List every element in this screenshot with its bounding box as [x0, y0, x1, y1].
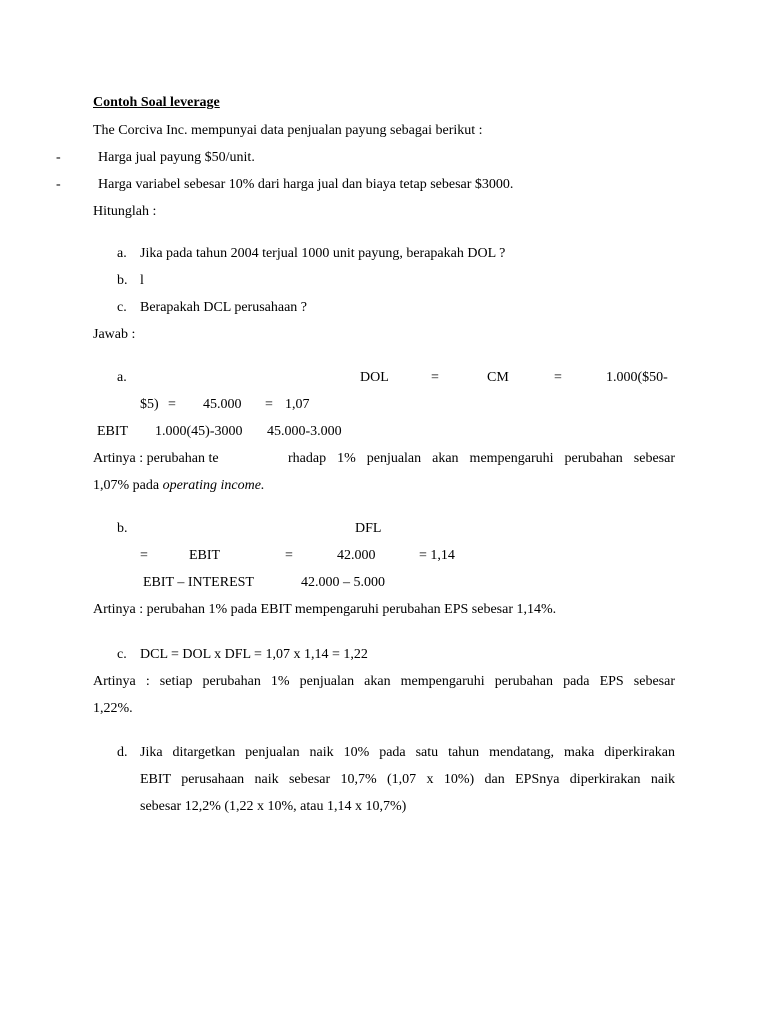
explanation-text: Artinya : setiap perubahan 1% penjualan akan mempengaruhi perubahan pada EPS sebesar — [93, 674, 675, 689]
dol-label: DOL — [360, 370, 389, 385]
answer-a-marker: a. — [117, 370, 127, 385]
equals-sign: = — [140, 548, 148, 563]
formula-value: 45.000 — [203, 397, 242, 412]
intro-text: The Corciva Inc. mempunyai data penjualan payung sebagai berikut : — [93, 123, 483, 138]
bullet-item: Harga variabel sebesar 10% dari harga jual dan biaya tetap sebesar $3000. — [98, 177, 514, 192]
cm-label: CM — [487, 370, 509, 385]
equals-sign: = — [431, 370, 439, 385]
equals-sign: = — [554, 370, 562, 385]
dol-result: 1,07 — [285, 397, 310, 412]
explanation-text: Artinya : perubahan te — [93, 451, 219, 466]
formula-value: 42.000 — [337, 548, 376, 563]
question-item: Jika pada tahun 2004 terjual 1000 unit payung, berapakah DOL ? — [140, 246, 506, 261]
question-item: l — [140, 273, 144, 288]
equals-sign: = — [168, 397, 176, 412]
formula-fragment: $5) — [140, 397, 159, 412]
equals-sign: = — [265, 397, 273, 412]
ebit-label: EBIT — [97, 424, 129, 439]
bullet-marker: - — [56, 177, 61, 192]
formula-denominator: 45.000-3.000 — [267, 424, 342, 439]
ebit-label: EBIT — [189, 548, 221, 563]
answer-d-marker: d. — [117, 745, 128, 760]
page-title: Contoh Soal leverage — [93, 95, 220, 110]
explanation-text: Artinya : perubahan 1% pada EBIT mempengaruhi perubahan EPS sebesar 1,14%. — [93, 602, 557, 617]
question-item: Berapakah DCL perusahaan ? — [140, 300, 308, 315]
answer-heading: Jawab : — [93, 327, 136, 342]
explanation-text: 1,22%. — [93, 701, 133, 716]
instruction-text: Hitunglah : — [93, 204, 157, 219]
explanation-text: 1,07% pada operating income. — [93, 478, 265, 493]
explanation-text: rhadap 1% penjualan akan mempengaruhi perubahan sebesar — [288, 451, 675, 466]
formula-denominator: EBIT – INTEREST — [143, 575, 254, 590]
answer-d-text: Jika ditargetkan penjualan naik 10% pada satu tahun mendatang, maka diperkirakan — [140, 745, 675, 760]
question-marker: a. — [117, 246, 127, 261]
answer-c-marker: c. — [117, 647, 127, 662]
formula-denominator: 1.000(45)-3000 — [155, 424, 243, 439]
answer-d-text: sebesar 12,2% (1,22 x 10%, atau 1,14 x 10,7%) — [140, 799, 407, 814]
answer-d-text: EBIT perusahaan naik sebesar 10,7% (1,07 x 10%) dan EPSnya diperkirakan naik — [140, 772, 675, 787]
equals-sign: = — [285, 548, 293, 563]
answer-b-marker: b. — [117, 521, 128, 536]
dfl-label: DFL — [355, 521, 382, 536]
dfl-result: = 1,14 — [419, 548, 455, 563]
dcl-formula: DCL = DOL x DFL = 1,07 x 1,14 = 1,22 — [140, 647, 368, 662]
formula-denominator: 42.000 – 5.000 — [301, 575, 385, 590]
question-marker: c. — [117, 300, 127, 315]
formula-fragment: 1.000($50- — [606, 370, 668, 385]
bullet-item: Harga jual payung $50/unit. — [98, 150, 255, 165]
bullet-marker: - — [56, 150, 61, 165]
question-marker: b. — [117, 273, 128, 288]
